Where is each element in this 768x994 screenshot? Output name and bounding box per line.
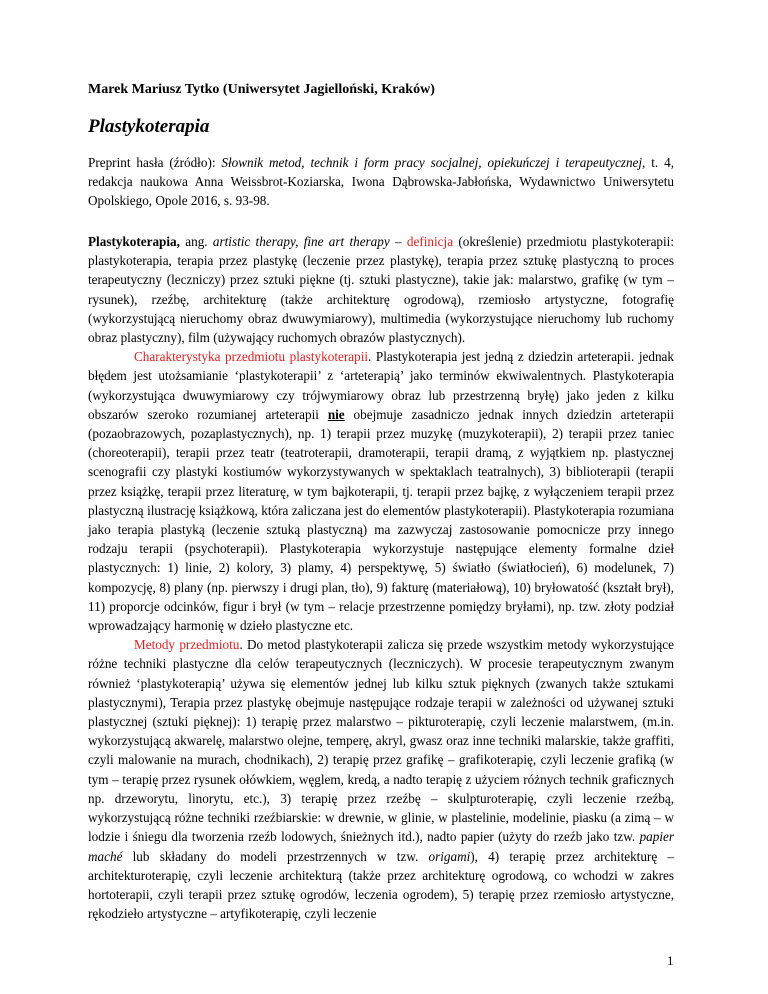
characteristics-text-b: obejmuje zasadniczo jednak innych dziedzin arteterapii (pozaobrazowych, pozaplastycznych), np. 1) terapii przez muzykę (muzykoterapii), 2) terapii przez taniec (choreoterapii), terapii przez teatr (teatroterapii, dramoterapii, terapii dramą, z wyjątkiem np. plastycznej scenografii czy plastyki kostiumów wykorzystywanych w spektaklach teatralnych), 3) biblioterapii (terapii przez książkę, terapii przez literaturę, w tym bajkoterapii, tj. terapii przez bajkę, z wyłączeniem terapii przez plastyczną ilustrację książkową, która zaliczana jest do elementów plastykoterapii). Plastykoterapia rozumiana jako terapia plastyką (leczenie sztuką plastyczną) ma zazwyczaj zastosowanie pomocnicze przy innego rodzaju terapii (psychoterapii). Plastykoterapia wykorzystuje następujące elementy formalne dzieł plastycznych: 1) linie, 2) kolory, 3) plamy, 4) perspektywę, 5) światło (światłocień), 6) modelunek, 7) kompozycję, 8) plany (np. pierwszy i drugi plan, tło), 9) fakturę (materiałową), 10) bryłowatość (kształt brył), 11) proporcje odcinków, figur i brył (w tym – relacje przestrzenne pomiędzy bryłami), np. tzw. złoty podział wprowadzający harmonię w dzieło plastyczne etc. [88, 406, 674, 634]
article-body [88, 232, 674, 923]
papier-mache-term: papier maché [88, 829, 674, 864]
methods-text-c: ), 4) terapię przez architekturę – architekturoterapię, czyli leczenie architekturą (także przez architekturę ogrodową, co wchodzi w zakres hortoterapii, czyli terapii przez sztukę ogrodów, leczenia ogrodem), 5) terapię przez rzemiosło artystyczne, rękodzieło artystyczne – artyfikoterapię, czyli leczenie [88, 848, 674, 922]
characteristics-heading: Charakterystyka przedmiotu plastykoterapii [134, 349, 369, 365]
emphasis-nie: nie [327, 406, 345, 422]
preprint-note [88, 153, 674, 211]
page-number: 1 [667, 953, 674, 968]
page-title: Plastykoterapia [88, 116, 210, 137]
english-terms: artistic therapy, fine art therapy [212, 234, 390, 249]
preprint-lead: Preprint hasła (źródło): [88, 155, 222, 170]
definition-heading: definicja [406, 234, 454, 249]
characteristics-text-a: . Plastykoterapia jest jedną z dziedzin arteterapii. jednak błędem jest utożsamianie ‘plastykoterapii’ z ‘arteterapią’ jako terminów ekwiwalentnych. Plastykoterapia (wykorzystująca dwuwymiarowy czy trójwymiarowy obraz lub przestrzenną bryłę) jako jeden z kilku obszarów szeroko rozumianej arteterapii [88, 349, 674, 422]
definition-text: (określenie) przedmiotu plastykoterapii: plastykoterapia, terapia przez plastykę (leczenie przez plastykę), terapia przez sztukę plastyczną to proces terapeutyczny (leczniczy) przez sztuki piękne (tj. sztuki plastyczne), takie jak: malarstwo, grafikę (w tym – rysunek), rzeźbę, architekturę (także architekturę ogrodową), rzemiosło artystyczne, fotografię (wykorzystującą nieruchomy obraz dwuwymiarowy), multimedia (wykorzystujące nieruchomy lub ruchomy obraz plastyczny), film (używający ruchomych obrazów plastycznych). [88, 234, 675, 346]
definition-paragraph [88, 232, 674, 347]
characteristics-paragraph [88, 347, 674, 635]
methods-heading: Metody przedmiotu [134, 637, 240, 653]
methods-paragraph [88, 635, 674, 923]
dash: – [389, 234, 407, 249]
origami-term: origami [428, 848, 471, 864]
lang-label: ang. [179, 234, 213, 249]
author-line: Marek Mariusz Tytko (Uniwersytet Jagielloński, Kraków) [88, 82, 435, 97]
entry-term: Plastykoterapia, [88, 234, 180, 249]
preprint-details: t. 4, redakcja naukowa Anna Weissbrot-Koziarska, Iwona Dąbrowska-Jabłońska, Wydawnictwo Uniwersytetu Opolskiego, Opole 2016, s. 93-98. [88, 155, 674, 209]
methods-text-a: . Do metod plastykoterapii zalicza się przede wszystkim metody wykorzystujące różne techniki plastyczne dla celów terapeutycznych (leczniczych). W procesie terapeutycznym zwanym również ‘plastykoterapią’ używa się elementów jednej lub kilku sztuk pięknych (zwanych także sztukami plastycznymi), Terapia przez plastykę obejmuje następujące rodzaje terapii w zależności od używanej sztuki plastycznej (sztuki pięknej): 1) terapię przez malarstwo – pikturoterapię, czyli leczenie malarstwem, (m.in. wykorzystującą akwarelę, malarstwo olejne, temperę, akryl, gwasz oraz inne techniki malarskie, także graffiti, czyli malowanie na murach, chodnikach), 2) terapię przez grafikę – grafikoterapię, czyli leczenie grafiką (w tym – terapię przez rysunek ołówkiem, węglem, kredą, a nadto terapię z użyciem różnych technik graficznych np. drzeworytu, linorytu, etc.), 3) terapię przez rzeźbę – skulpturoterapię, czyli leczenie rzeźbą, wykorzystującą różne techniki rzeźbiarskie: w drewnie, w glinie, w plastelinie, modelinie, piasku (a zimą – w lodzie i śniegu dla tworzenia rzeźb lodowych, śnieżnych itd.), nadto papier (użyty do rzeźb jako tzw. [88, 637, 674, 845]
methods-text-b: lub składany do modeli przestrzennych w tzw. [122, 848, 429, 864]
book-title: Słownik metod, technik i form pracy socjalnej, opiekuńczej i terapeutycznej, [221, 155, 646, 170]
